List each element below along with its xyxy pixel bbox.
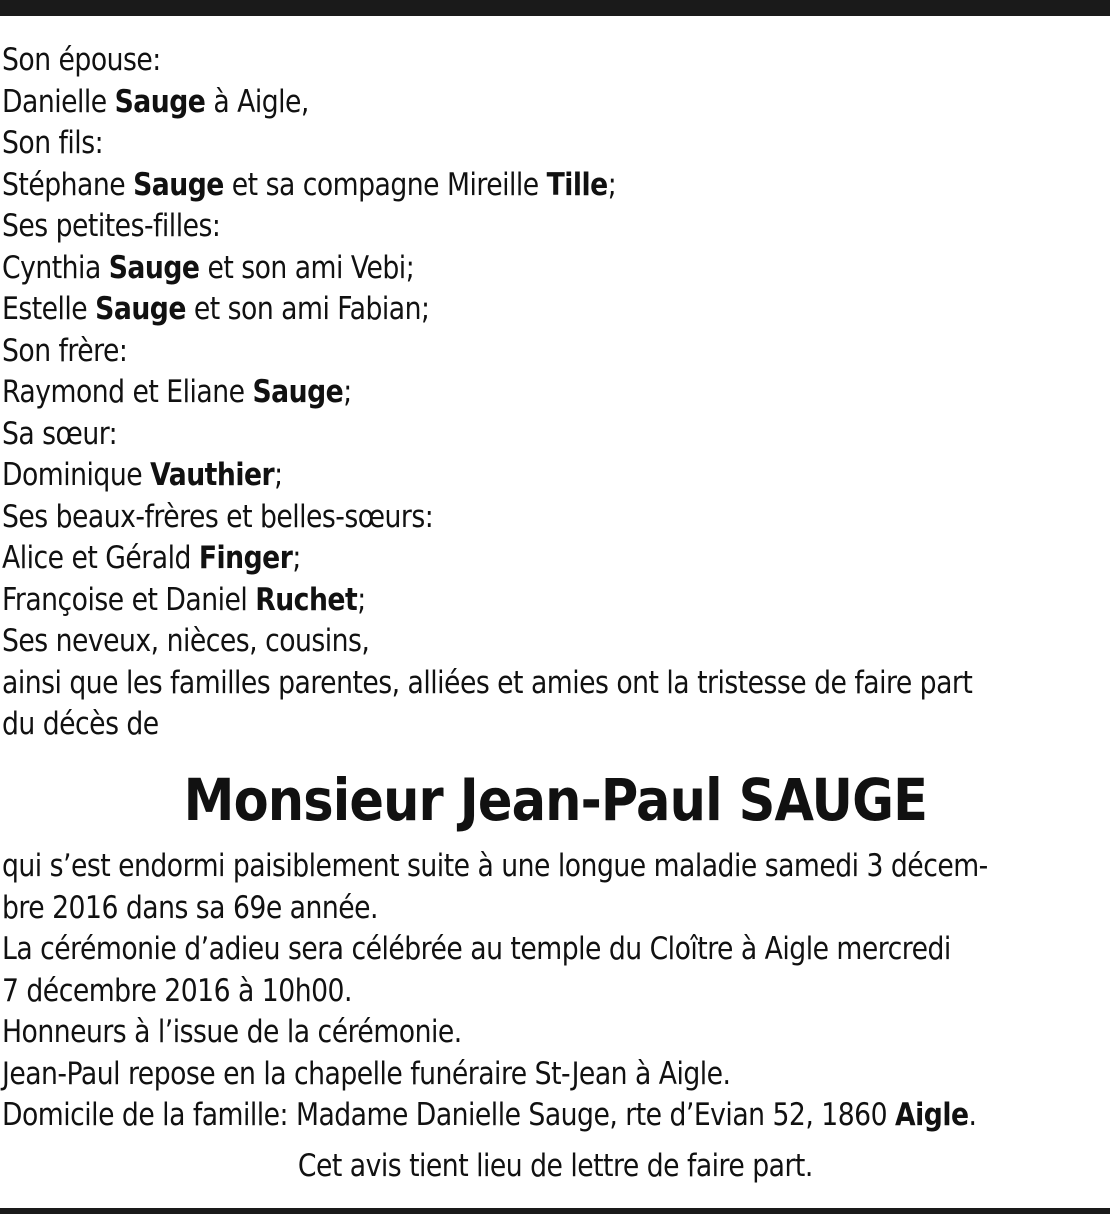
family-line: Estelle Sauge et son ami Fabian; (2, 291, 430, 327)
details-line: bre 2016 dans sa 69e année. (2, 889, 379, 926)
closing-note: Cet avis tient lieu de lettre de faire part. (297, 1148, 813, 1184)
details-line: Jean-Paul repose en la chapelle funéraire St-Jean à Aigle. (2, 1055, 731, 1092)
family-line: Dominique Vauthier; (2, 457, 283, 493)
family-line: Stéphane Sauge et sa compagne Mireille Tille; (2, 166, 617, 203)
family-line: Françoise et Daniel Ruchet; (2, 581, 366, 618)
family-line: Son frère: (2, 332, 128, 369)
family-line: Son fils: (2, 125, 104, 161)
details-line: Domicile de la famille: Madame Danielle Sauge, rte d’Evian 52, 1860 Aigle. (2, 1097, 977, 1133)
family-line: Cynthia Sauge et son ami Vebi; (2, 249, 415, 286)
family-line: Raymond et Eliane Sauge; (2, 374, 352, 410)
family-line: Son épouse: (2, 42, 161, 78)
details-line: Honneurs à l’issue de la cérémonie. (2, 1014, 462, 1050)
family-line: du décès de (2, 706, 159, 742)
deceased-name: Monsieur Jean-Paul SAUGE (183, 766, 927, 834)
family-line: ainsi que les familles parentes, alliées et amies ont la tristesse de faire part (2, 664, 973, 701)
details-line: 7 décembre 2016 à 10h00. (2, 972, 352, 1009)
details-line: qui s’est endormi paisiblement suite à une longue maladie samedi 3 décem- (2, 848, 988, 884)
details-list (2, 846, 1101, 1137)
family-line: Alice et Gérald Finger; (2, 540, 301, 576)
family-line: Ses petites-filles: (2, 208, 221, 244)
family-line: Sa sœur: (2, 415, 118, 452)
family-line: Ses neveux, nièces, cousins, (2, 623, 370, 659)
family-line: Ses beaux-frères et belles-sœurs: (2, 498, 434, 535)
family-list (2, 40, 1101, 746)
details-line: La cérémonie d’adieu sera célébrée au temple du Cloître à Aigle mercredi (2, 931, 951, 967)
family-line: Danielle Sauge à Aigle, (2, 83, 309, 120)
top-rule (0, 0, 1110, 16)
bottom-rule (0, 1208, 1110, 1214)
